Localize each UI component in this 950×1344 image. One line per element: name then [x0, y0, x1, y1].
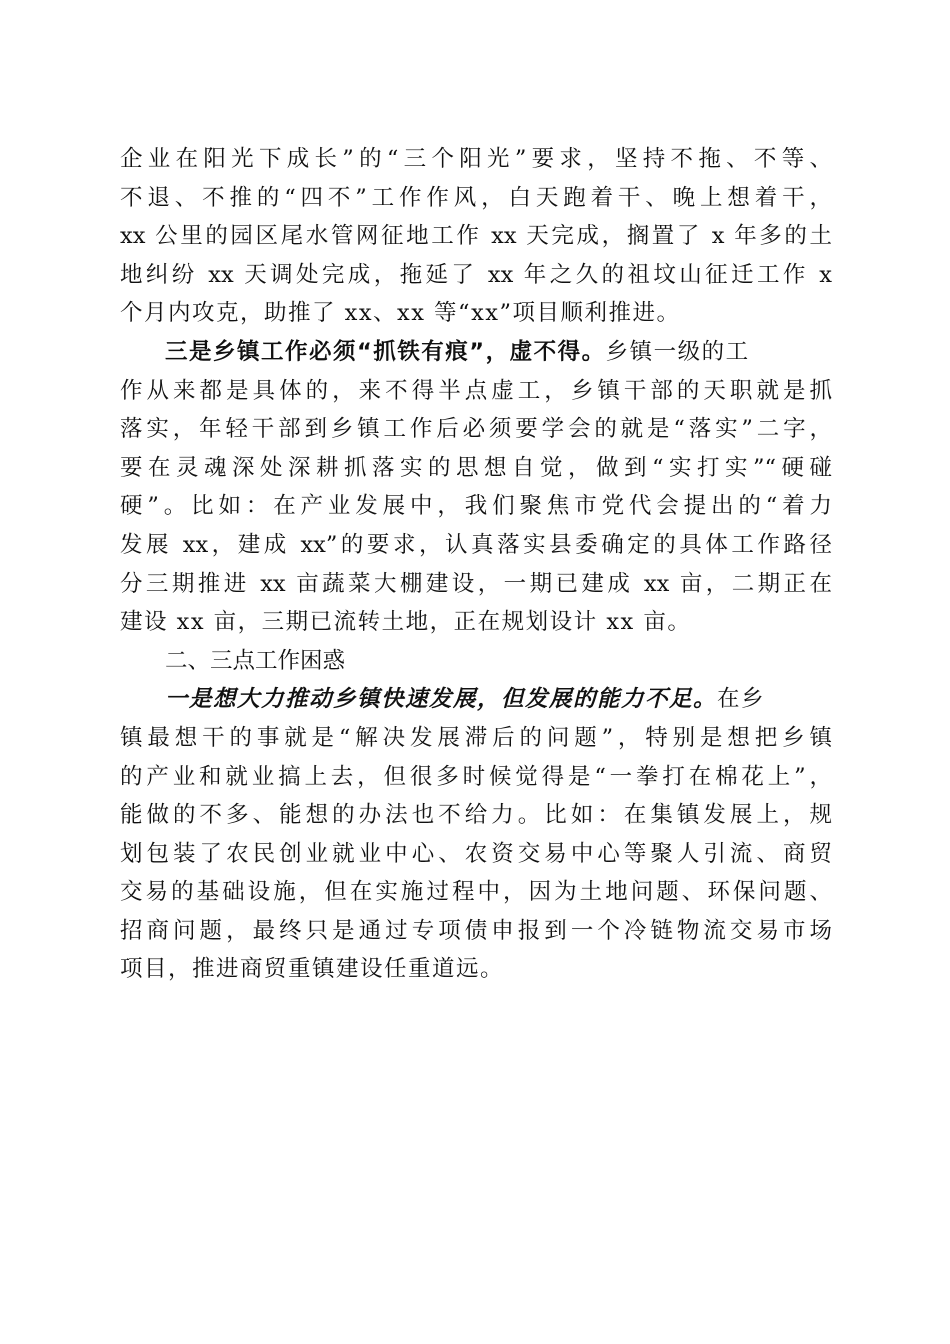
paragraph-text: 乡镇一级的工	[605, 338, 750, 365]
paragraph-first-line	[120, 680, 832, 719]
text-line: 交易的基础设施，但在实施过程中，因为土地问题、环保问题、	[120, 879, 832, 906]
text-line: 划包装了农民创业就业中心、农资交易中心等聚人引流、商贸	[120, 840, 832, 867]
paragraph-lead: 一是想大力推动乡镇快速发展，但发展的能力不足。	[165, 686, 718, 713]
text-line: 的产业和就业搞上去，但很多时候觉得是“一拳打在棉花上”，	[120, 763, 832, 790]
text-line: 发展 xx，建成 xx”的要求，认真落实县委确定的具体工作路径	[120, 531, 832, 558]
paragraph-text: 在乡	[717, 686, 766, 713]
paragraph-first-line	[120, 333, 832, 372]
text-line: 分三期推进 xx 亩蔬菜大棚建设，一期已建成 xx 亩，二期正在	[120, 570, 832, 597]
paragraph-lead: 三是乡镇工作必须“抓铁有痕”，虚不得。	[165, 338, 606, 365]
text-line: 企业在阳光下成长”的“三个阳光”要求，坚持不拖、不等、	[120, 146, 832, 172]
document-body	[120, 140, 832, 989]
text-line: xx 公里的园区尾水管网征地工作 xx 天完成，搁置了 x 年多的土	[120, 223, 832, 250]
section-heading: 二、三点工作困惑	[165, 647, 346, 674]
text-line: 个月内攻克，助推了 xx、xx 等“xx”项目顺利推进。	[120, 300, 681, 327]
text-line: 能做的不多、能想的办法也不给力。比如：在集镇发展上，规	[120, 802, 832, 829]
text-line: 地纠纷 xx 天调处完成，拖延了 xx 年之久的祖坟山征迁工作 x	[120, 261, 832, 288]
text-line: 建设 xx 亩，三期已流转土地，正在规划设计 xx 亩。	[120, 609, 692, 636]
text-line: 落实，年轻干部到乡镇工作后必须要学会的就是“落实”二字，	[120, 416, 832, 443]
text-line: 镇最想干的事就是“解决发展滞后的问题”，特别是想把乡镇	[120, 724, 832, 751]
text-line: 硬”。比如：在产业发展中，我们聚焦市党代会提出的“着力	[120, 493, 832, 520]
text-line: 作从来都是具体的，来不得半点虚工，乡镇干部的天职就是抓	[120, 377, 832, 404]
text-line: 要在灵魂深处深耕抓落实的思想自觉，做到“实打实”“硬碰	[120, 454, 832, 481]
text-line: 项目，推进商贸重镇建设任重道远。	[120, 956, 505, 983]
text-line: 不退、不推的“四不”工作作风，白天跑着干、晚上想着干，	[120, 184, 832, 211]
text-line: 招商问题，最终只是通过专项债申报到一个冷链物流交易市场	[120, 917, 832, 944]
